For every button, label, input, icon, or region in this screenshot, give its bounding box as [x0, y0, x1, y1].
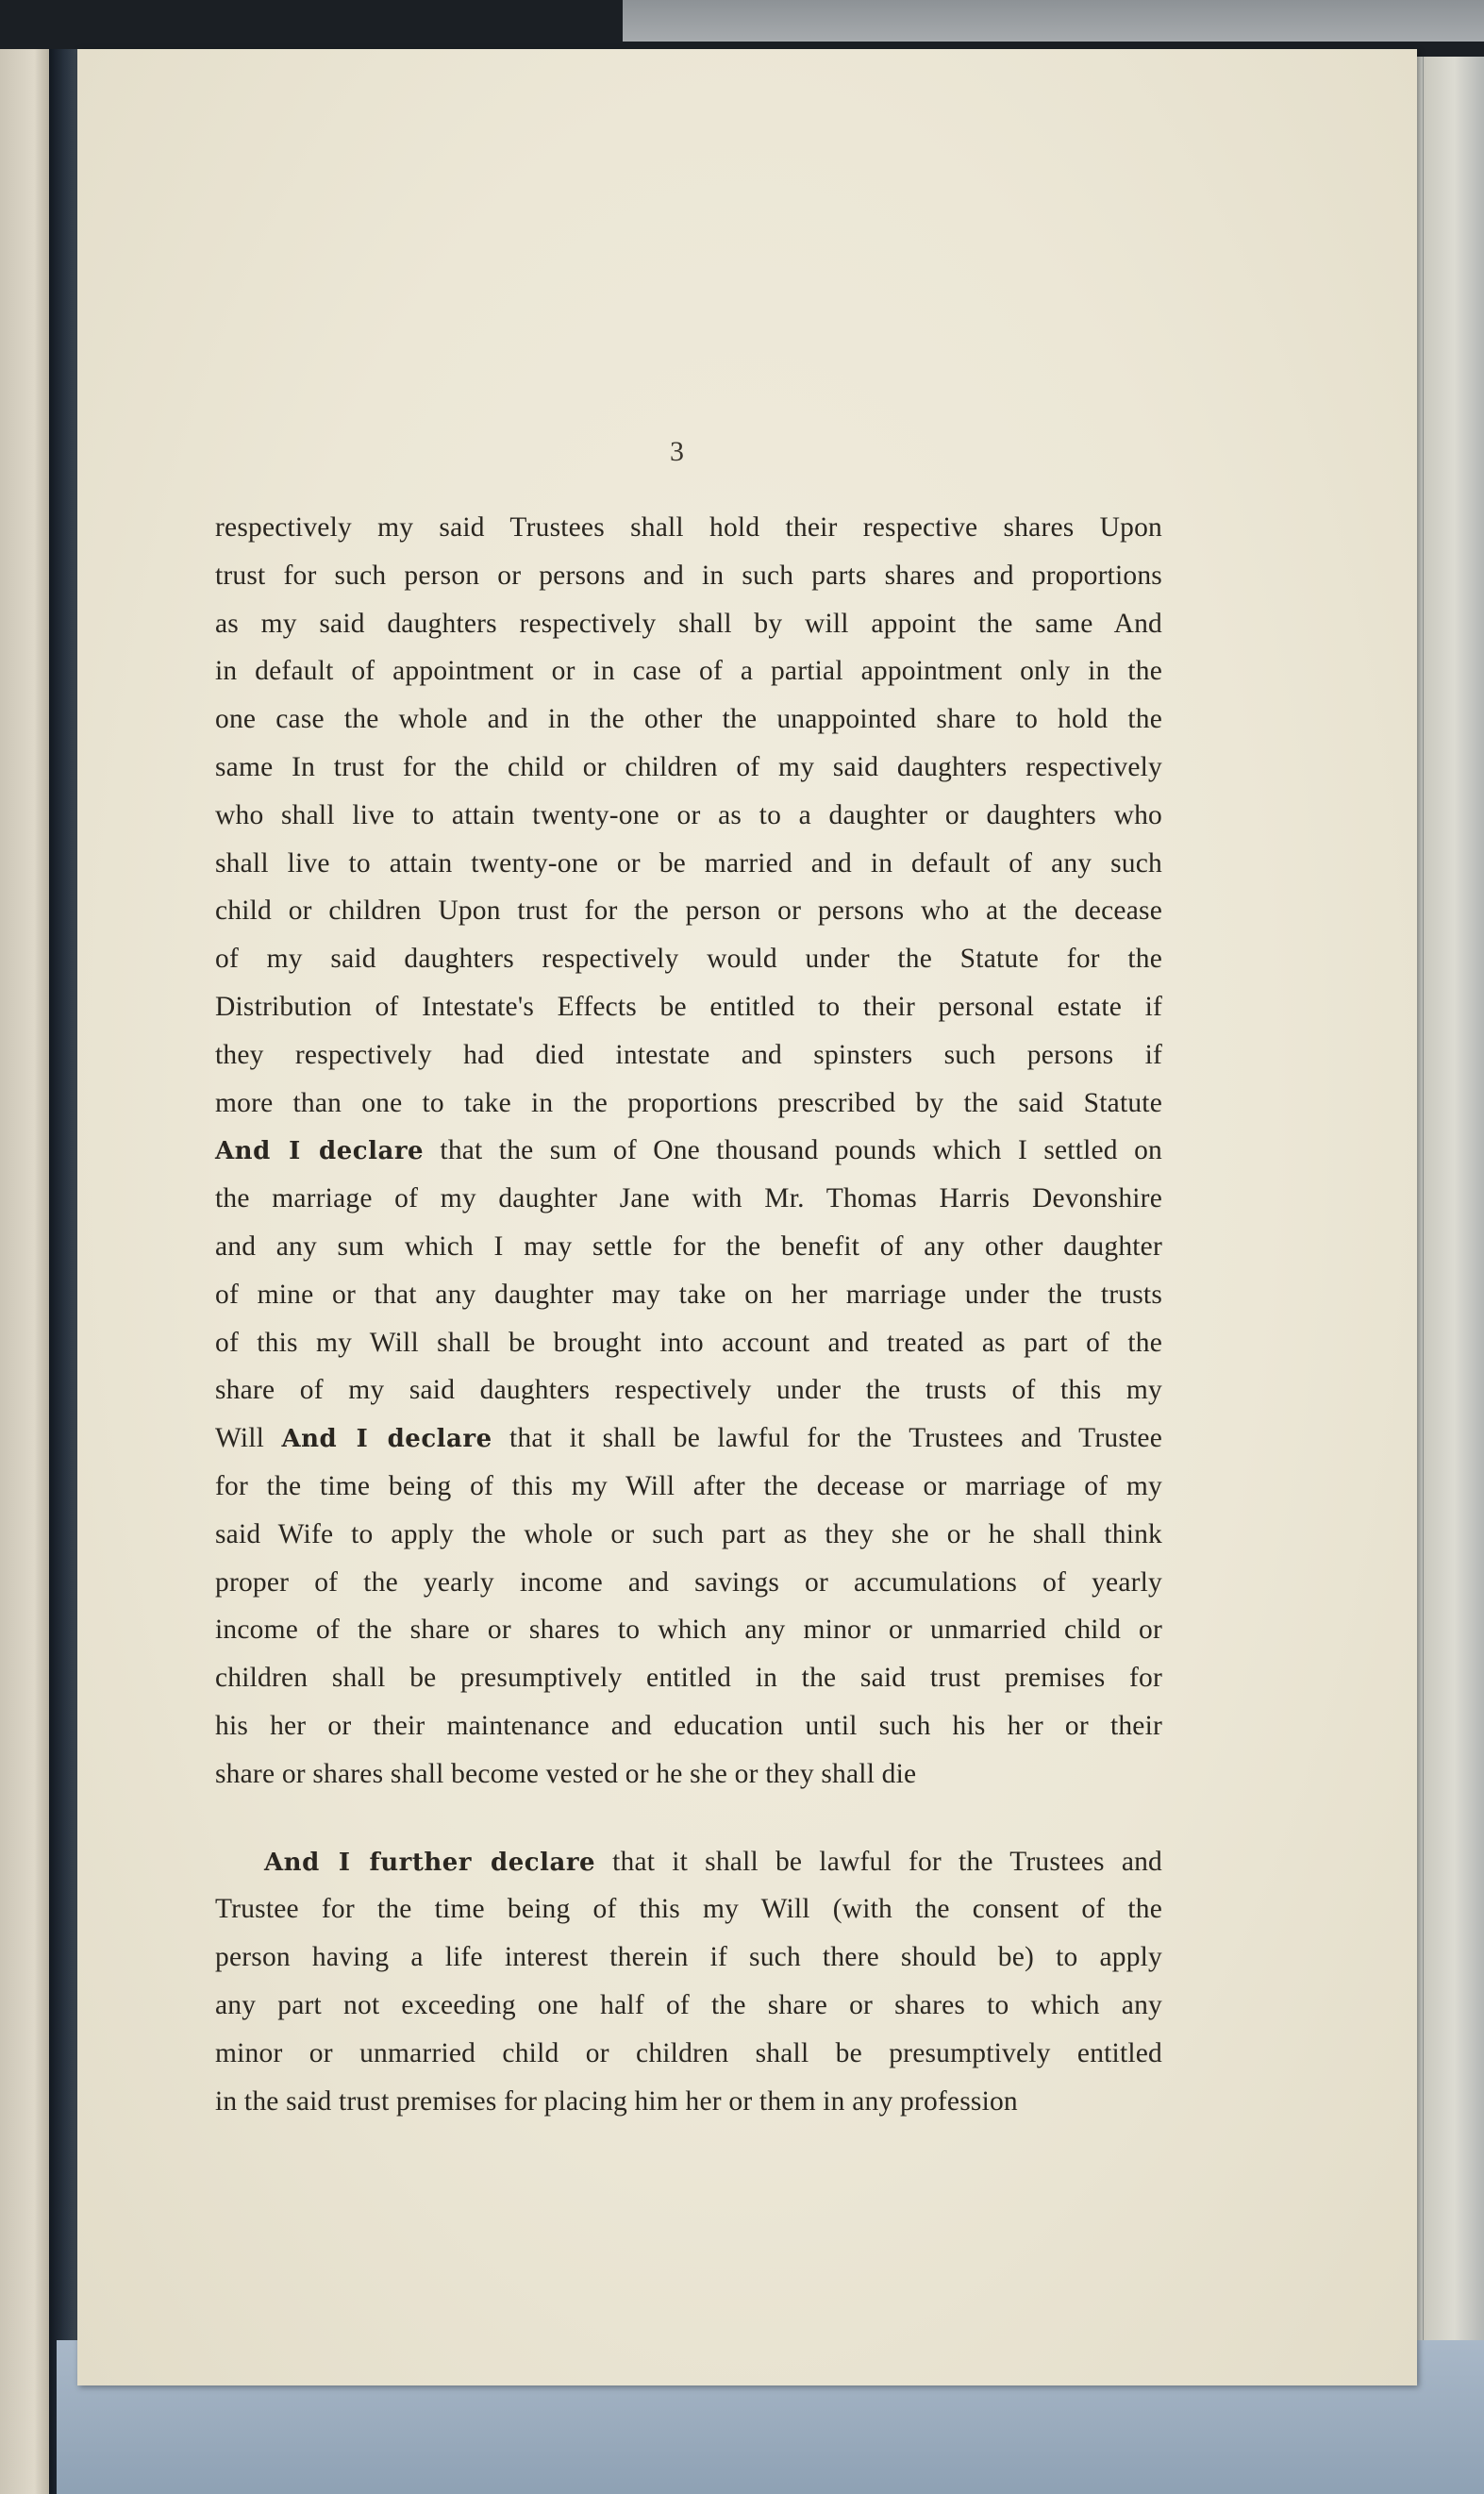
text-segment: proper of the yearly income and savings or accumulations of yearly: [215, 1566, 1162, 1598]
text-line-content: [215, 1223, 1162, 1271]
text-line: [215, 1982, 1162, 2030]
text-line: [215, 695, 1162, 744]
text-line: [215, 1127, 1162, 1175]
text-line-content: [215, 1463, 1162, 1511]
text-line: [215, 792, 1162, 840]
text-line-content: [215, 1750, 1162, 1799]
text-line: [215, 1654, 1162, 1702]
text-segment: who shall live to attain twenty-one or as to a daughter or daughters who: [215, 799, 1162, 830]
text-line-content: [215, 2078, 1162, 2126]
text-segment: children shall be presumptively entitled in the said trust premises for: [215, 1663, 1162, 1694]
text-segment: they respectively had died intestate and spinsters such persons if: [215, 1039, 1162, 1070]
text-segment: his her or their maintenance and education until such his her or their: [215, 1710, 1162, 1741]
paragraph-2: [215, 1838, 1162, 2126]
text-line: [215, 1175, 1162, 1223]
text-line-content: [215, 1175, 1162, 1223]
text-line-content: [215, 1414, 1162, 1464]
text-segment: and any sum which I may settle for the benefit of any other daughter: [215, 1230, 1162, 1262]
text-line: [215, 1511, 1162, 1559]
text-line: [215, 600, 1162, 648]
text-line: [215, 1223, 1162, 1271]
text-line: [215, 887, 1162, 935]
text-line: [215, 983, 1162, 1031]
text-segment: shall live to attain twenty-one or be married and in default of any such: [215, 847, 1162, 879]
text-line-content: [215, 1511, 1162, 1559]
text-line-content: [215, 504, 1162, 552]
text-line-content: [215, 1271, 1162, 1319]
text-line: [215, 840, 1162, 888]
text-line: [215, 1885, 1162, 1933]
text-line: [215, 744, 1162, 792]
text-line-content: [215, 1885, 1162, 1933]
text-segment: the marriage of my daughter Jane with Mr. Thomas Harris Devonshire: [215, 1183, 1162, 1214]
text-segment: person having a life interest therein if such there should be) to apply: [215, 1942, 1162, 1973]
text-segment: of my said daughters respectively would under the Statute for the: [215, 944, 1162, 975]
text-line: [215, 552, 1162, 600]
text-line: [215, 1366, 1162, 1414]
text-line-content: [215, 695, 1162, 744]
text-segment: share of my said daughters respectively under the trusts of this my: [215, 1375, 1162, 1406]
text-segment: share or shares shall become vested or he she or they shall die: [215, 1758, 917, 1789]
page-number: 3: [670, 436, 684, 467]
text-segment: Will: [215, 1423, 282, 1454]
text-segment: that it shall be lawful for the Trustees and Trustee: [492, 1423, 1162, 1454]
blackletter-phrase: And I declare: [215, 1137, 425, 1166]
text-line: [215, 1319, 1162, 1367]
scan-pad: [623, 0, 1484, 42]
text-segment: respectively my said Trustees shall hold their respective shares Upon: [215, 512, 1162, 543]
text-line-content: [215, 1702, 1162, 1750]
text-line: [215, 504, 1162, 552]
text-segment: for the time being of this my Will after the decease or marriage of my: [215, 1470, 1162, 1501]
text-line-content: [215, 1838, 1162, 1887]
text-line-content: [215, 1933, 1162, 1982]
text-segment: Distribution of Intestate's Effects be entitled to their personal estate if: [215, 991, 1162, 1022]
text-line-content: [215, 600, 1162, 648]
body-text: [215, 504, 1162, 2125]
text-line-content: [215, 2030, 1162, 2078]
text-segment: that it shall be lawful for the Trustees and: [595, 1846, 1163, 1877]
text-line: [215, 1559, 1162, 1607]
text-line: [215, 1031, 1162, 1080]
text-line-content: [215, 744, 1162, 792]
text-segment: income of the share or shares to which any minor or unmarried child or: [215, 1615, 1162, 1646]
text-line-content: [215, 1127, 1162, 1176]
text-line-content: [215, 552, 1162, 600]
text-line: [215, 1933, 1162, 1982]
text-line: [215, 1080, 1162, 1128]
text-segment: in the said trust premises for placing him her or them in any profession: [215, 2085, 1018, 2117]
text-line: [215, 1606, 1162, 1654]
text-segment: more than one to take in the proportions prescribed by the said Statute: [215, 1087, 1162, 1118]
text-line-content: [215, 983, 1162, 1031]
text-line: [215, 1702, 1162, 1750]
text-line-content: [215, 1366, 1162, 1414]
text-segment: that the sum of One thousand pounds which I settled on: [424, 1135, 1162, 1166]
text-segment: as my said daughters respectively shall by will appoint the same And: [215, 608, 1162, 639]
text-segment: said Wife to apply the whole or such part as they she or he shall think: [215, 1518, 1162, 1549]
blackletter-phrase: And I declare: [281, 1425, 492, 1454]
text-line-content: [215, 887, 1162, 935]
text-line-content: [215, 1982, 1162, 2030]
text-line: [215, 647, 1162, 695]
text-segment: of mine or that any daughter may take on her marriage under the trusts: [215, 1279, 1162, 1310]
text-line: [215, 1750, 1162, 1799]
text-segment: minor or unmarried child or children shall be presumptively entitled: [215, 2037, 1162, 2068]
paragraph-gap: [215, 1799, 1162, 1838]
text-line: [215, 1271, 1162, 1319]
text-line-content: [215, 935, 1162, 983]
text-segment: any part not exceeding one half of the share or shares to which any: [215, 1989, 1162, 2020]
text-segment: one case the whole and in the other the unappointed share to hold the: [215, 704, 1162, 735]
text-segment: in default of appointment or in case of a partial appointment only in the: [215, 656, 1162, 687]
text-line: [215, 2078, 1162, 2126]
text-segment: trust for such person or persons and in such parts shares and proportions: [215, 560, 1162, 591]
text-line-content: [215, 1606, 1162, 1654]
text-line: [215, 2030, 1162, 2078]
text-segment: same In trust for the child or children of my said daughters respectively: [215, 751, 1162, 782]
binding-gutter: [49, 49, 77, 2494]
text-line-content: [215, 792, 1162, 840]
text-segment: Trustee for the time being of this my Will (with the consent of the: [215, 1894, 1162, 1925]
text-line: [215, 935, 1162, 983]
facing-page-edge: [0, 49, 49, 2494]
text-line-content: [215, 1559, 1162, 1607]
text-line: [215, 1463, 1162, 1511]
paragraph-1: [215, 504, 1162, 1799]
text-segment: of this my Will shall be brought into account and treated as part of the: [215, 1327, 1162, 1358]
text-line: [215, 1838, 1162, 1886]
text-line-content: [215, 1080, 1162, 1128]
document-page: [77, 49, 1417, 2385]
text-line-content: [215, 1654, 1162, 1702]
underlying-sheet-edge: [1423, 57, 1484, 2416]
text-line-content: [215, 1031, 1162, 1080]
text-line-content: [215, 1319, 1162, 1367]
text-line-content: [215, 840, 1162, 888]
blackletter-phrase: And I further declare: [264, 1848, 596, 1877]
text-line-content: [215, 647, 1162, 695]
text-line: [215, 1414, 1162, 1463]
text-segment: child or children Upon trust for the person or persons who at the decease: [215, 895, 1162, 927]
